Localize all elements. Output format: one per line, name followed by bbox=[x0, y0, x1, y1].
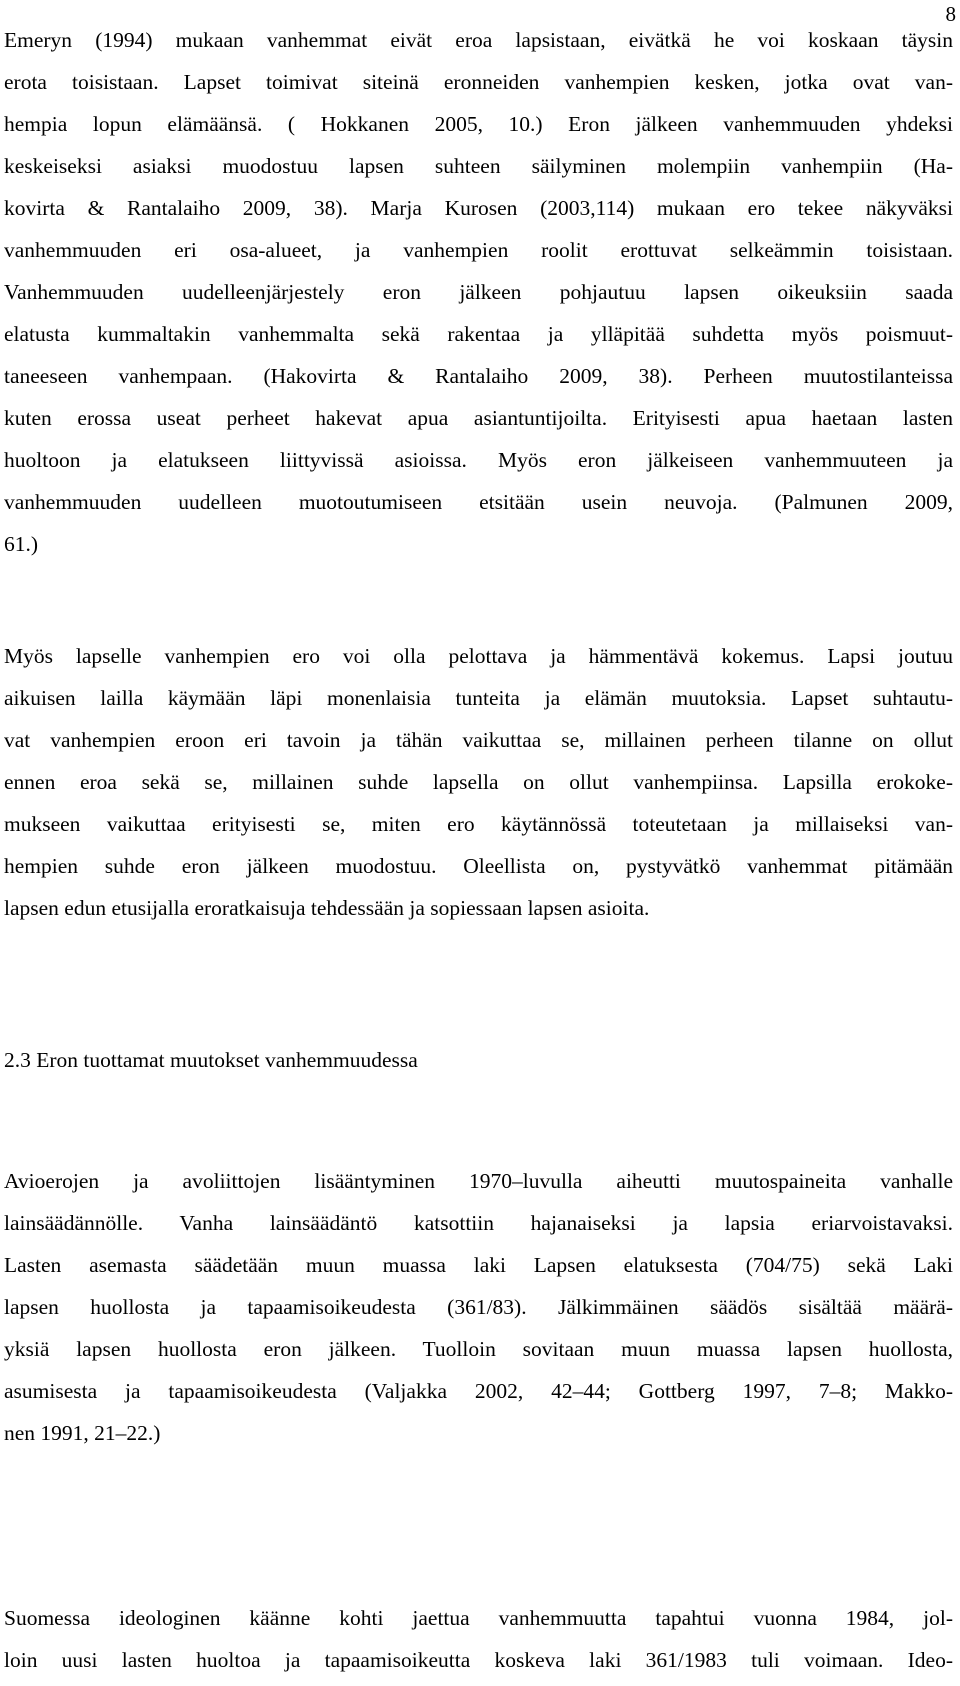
text-line: erota toisistaan. Lapset toimivat siteinä eronneiden vanhempien kesken, jotka ovat van- bbox=[4, 70, 953, 94]
text-line: lapsen huollosta ja tapaamisoikeudesta (361/83). Jälkimmäinen säädös sisältää määrä- bbox=[4, 1295, 953, 1319]
text-line: Avioerojen ja avoliittojen lisääntyminen 1970–luvulla aiheutti muutospaineita vanhalle bbox=[4, 1169, 953, 1193]
text-line: Emeryn (1994) mukaan vanhemmat eivät eroa lapsistaan, eivätkä he voi koskaan täysin bbox=[4, 28, 953, 52]
text-line: asumisesta ja tapaamisoikeudesta (Valjakka 2002, 42–44; Gottberg 1997, 7–8; Makko- bbox=[4, 1379, 953, 1403]
text-line: mukseen vaikuttaa erityisesti se, miten ero käytännössä toteutetaan ja millaiseksi van- bbox=[4, 812, 953, 836]
text-line: lainsäädännölle. Vanha lainsäädäntö katsottiin hajanaiseksi ja lapsia eriarvoistavaksi. bbox=[4, 1211, 953, 1235]
text-line: lapsen edun etusijalla eroratkaisuja tehdessään ja sopiessaan lapsen asioita. bbox=[4, 896, 650, 920]
text-line: Suomessa ideologinen käänne kohti jaettua vanhemmuutta tapahtui vuonna 1984, jol- bbox=[4, 1606, 953, 1630]
text-line: nen 1991, 21–22.) bbox=[4, 1421, 161, 1445]
paragraph-1 bbox=[4, 19, 953, 565]
text-line: Myös lapselle vanhempien ero voi olla pelottava ja hämmentävä kokemus. Lapsi joutuu bbox=[4, 644, 953, 668]
text-line: keskeiseksi asiaksi muodostuu lapsen suhteen säilyminen molempiin vanhempiin (Ha- bbox=[4, 154, 953, 178]
text-line: vanhemmuuden eri osa-alueet, ja vanhempien roolit erottuvat selkeämmin toisistaan. bbox=[4, 238, 953, 262]
text-line: Lasten asemasta säädetään muun muassa laki Lapsen elatuksesta (704/75) sekä Laki bbox=[4, 1253, 953, 1277]
text-line: elatusta kummaltakin vanhemmalta sekä rakentaa ja ylläpitää suhdetta myös poismuut- bbox=[4, 322, 953, 346]
paragraph-2 bbox=[4, 635, 953, 929]
paragraph-3 bbox=[4, 1160, 953, 1454]
text-line: hempien suhde eron jälkeen muodostuu. Oleellista on, pystyvätkö vanhemmat pitämään bbox=[4, 854, 953, 878]
text-line: huoltoon ja elatukseen liittyvissä asioissa. Myös eron jälkeiseen vanhemmuuteen ja bbox=[4, 448, 953, 472]
text-line: kovirta & Rantalaiho 2009, 38). Marja Kurosen (2003,114) mukaan ero tekee näkyväksi bbox=[4, 196, 953, 220]
text-line: yksiä lapsen huollosta eron jälkeen. Tuolloin sovitaan muun muassa lapsen huollosta, bbox=[4, 1337, 953, 1361]
text-line: taneeseen vanhempaan. (Hakovirta & Rantalaiho 2009, 38). Perheen muutostilanteissa bbox=[4, 364, 953, 388]
page-number: 8 bbox=[945, 2, 956, 26]
text-line: vat vanhempien eroon eri tavoin ja tähän vaikuttaa se, millainen perheen tilanne on ollut bbox=[4, 728, 953, 752]
section-heading: 2.3 Eron tuottamat muutokset vanhemmuudessa bbox=[4, 1048, 418, 1072]
text-line: hempia lopun elämäänsä. ( Hokkanen 2005, 10.) Eron jälkeen vanhemmuuden yhdeksi bbox=[4, 112, 953, 136]
paragraph-4 bbox=[4, 1597, 953, 1681]
text-line: ennen eroa sekä se, millainen suhde lapsella on ollut vanhempiinsa. Lapsilla erokoke- bbox=[4, 770, 953, 794]
text-line: vanhemmuuden uudelleen muotoutumiseen etsitään usein neuvoja. (Palmunen 2009, bbox=[4, 490, 953, 514]
text-line: loin uusi lasten huoltoa ja tapaamisoikeutta koskeva laki 361/1983 tuli voimaan. Ideo- bbox=[4, 1648, 953, 1672]
text-line: 61.) bbox=[4, 532, 39, 556]
text-line: kuten erossa useat perheet hakevat apua asiantuntijoilta. Erityisesti apua haetaan lasten bbox=[4, 406, 953, 430]
text-line: aikuisen lailla käymään läpi monenlaisia tunteita ja elämän muutoksia. Lapset suhtautu- bbox=[4, 686, 953, 710]
text-line: Vanhemmuuden uudelleenjärjestely eron jälkeen pohjautuu lapsen oikeuksiin saada bbox=[4, 280, 953, 304]
